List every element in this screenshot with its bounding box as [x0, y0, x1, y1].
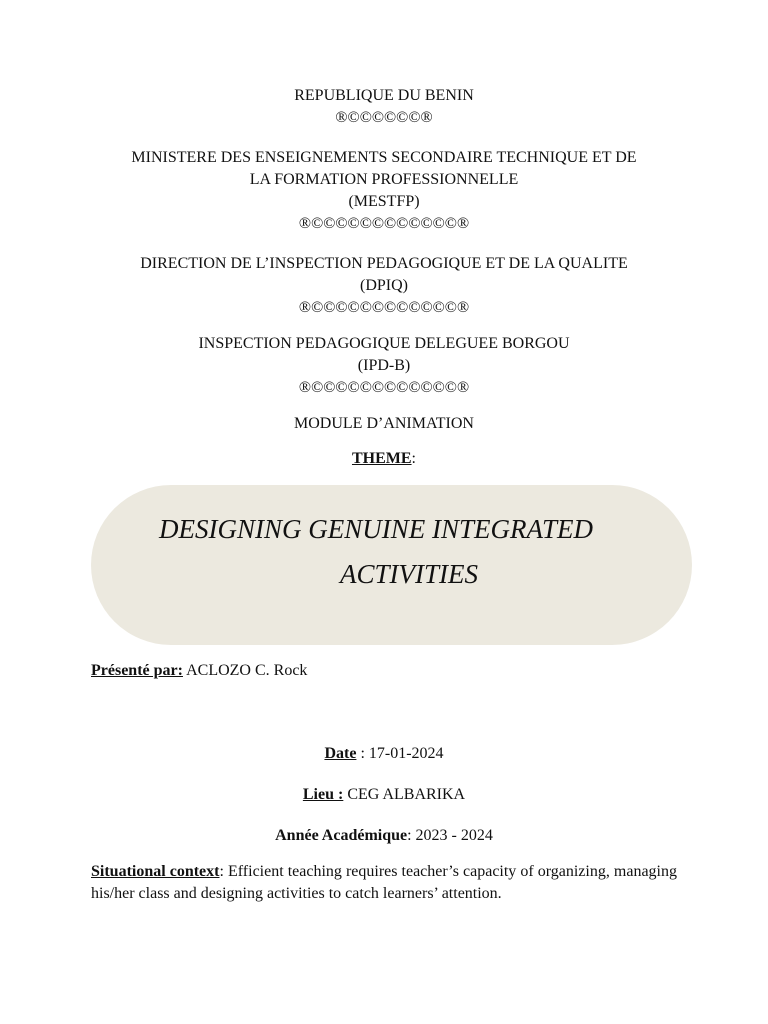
module-title: MODULE D’ANIMATION — [294, 415, 474, 432]
date-value: : 17-01-2024 — [356, 745, 444, 762]
situational-context-label: Situational context — [91, 863, 220, 880]
date-label: Date — [324, 745, 357, 762]
academic-year-label: Année Académique — [275, 827, 408, 844]
ministry-block — [0, 147, 768, 235]
separator-ornament: ®©©©©©©©©©©©©® — [298, 299, 470, 316]
theme-heading — [0, 448, 768, 470]
direction-name: DIRECTION DE L’INSPECTION PEDAGOGIQUE ET DE LA QUALITE — [140, 255, 628, 272]
theme-title-line2: ACTIVITIES — [340, 559, 478, 589]
inspection-block — [0, 333, 768, 399]
theme-title-line1: DESIGNING GENUINE INTEGRATED — [159, 514, 593, 544]
direction-block — [0, 253, 768, 319]
ministry-abbreviation: (MESTFP) — [348, 193, 420, 210]
academic-year-value: : 2023 - 2024 — [407, 827, 493, 844]
country-name: REPUBLIQUE DU BENIN — [294, 87, 474, 104]
separator-ornament: ®©©©©©©©©©©©©® — [298, 215, 470, 232]
ministry-name-line2: LA FORMATION PROFESSIONNELLE — [249, 171, 519, 188]
header-block — [0, 85, 768, 129]
inspection-abbreviation: (IPD-B) — [357, 357, 411, 374]
situational-context-paragraph — [91, 861, 677, 905]
presenter-name: ACLOZO C. Rock — [182, 662, 308, 679]
place-value: CEG ALBARIKA — [343, 786, 466, 803]
theme-title-box — [91, 485, 692, 645]
theme-label: THEME — [351, 450, 412, 467]
separator-ornament: ®©©©©©©©©©©©©® — [298, 379, 470, 396]
ministry-name-line1: MINISTERE DES ENSEIGNEMENTS SECONDAIRE TECHNIQUE ET DE — [131, 149, 637, 166]
academic-year-line — [0, 825, 768, 847]
separator-ornament: ®©©©©©©® — [335, 109, 433, 126]
inspection-name: INSPECTION PEDAGOGIQUE DELEGUEE BORGOU — [198, 335, 570, 352]
situational-context-text: : Efficient teaching requires teacher’s capacity of organizing, managing his/her class and designing activities to catch learners’ attention. — [91, 863, 677, 902]
presenter-line — [91, 660, 677, 682]
presenter-label: Présenté par: — [91, 662, 183, 679]
direction-abbreviation: (DPIQ) — [360, 277, 408, 294]
place-label: Lieu : — [302, 786, 344, 803]
place-line — [0, 784, 768, 806]
date-line — [0, 743, 768, 765]
theme-colon: : — [411, 450, 416, 467]
